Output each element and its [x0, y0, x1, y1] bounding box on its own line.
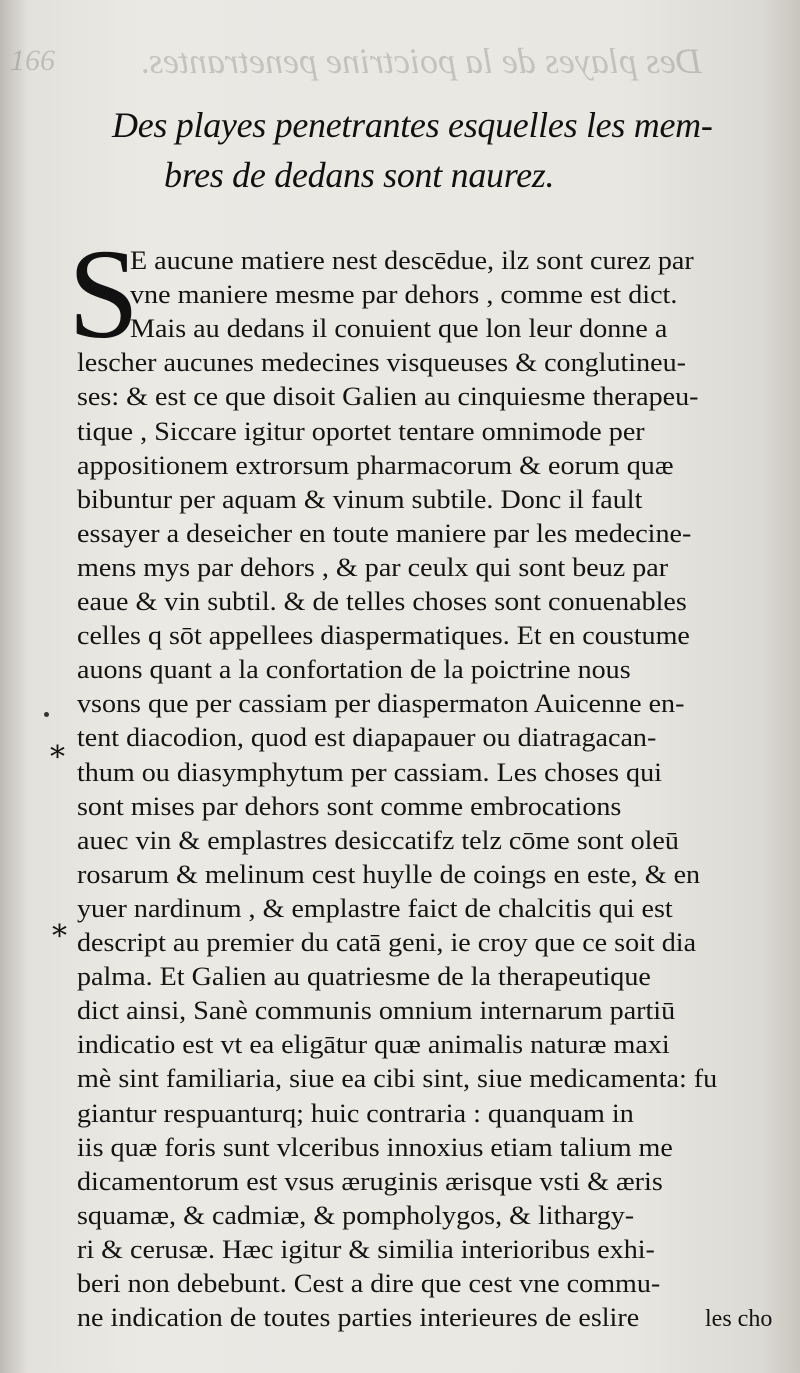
text-line: auons quant a la confortation de la poictrine nous — [77, 655, 631, 685]
drop-cap: S — [68, 223, 140, 365]
bleed-running-title: Des playes de la poictrine penetrantes. — [140, 41, 702, 81]
text-line: beri non debebunt. Cest a dire que cest vne commu- — [77, 1269, 661, 1298]
text-line: vne maniere mesme par dehors , comme est dict. — [130, 280, 678, 310]
text-line: ses: & est ce que disoit Galien au cinquiesme therapeu- — [77, 382, 699, 412]
text-line: vsons que per cassiam per diaspermaton Auicenne en- — [77, 689, 685, 719]
text-line: mè sint familiaria, siue ea cibi sint, siue medicamenta: fu — [77, 1064, 718, 1094]
text-line: lescher aucunes medecines visqueuses & conglutineu- — [77, 348, 686, 378]
text-line: indicatio est vt ea eligātur quæ animalis naturæ maxi — [77, 1030, 670, 1060]
catchword: les cho — [705, 1306, 773, 1332]
bleed-page-number: 166 — [10, 44, 55, 77]
text-line: Mais au dedans il conuient que lon leur donne a — [130, 314, 668, 344]
text-line: giantur respuanturq; huic contraria : quanquam in — [77, 1098, 634, 1128]
text-line: dict ainsi, Sanè communis omnium internarum partiū — [77, 996, 676, 1026]
text-line: tent diacodion, quod est diapapauer ou diatragacan- — [77, 723, 657, 753]
text-line: appositionem extrorsum pharmacorum & eorum quæ — [77, 450, 674, 480]
chapter-title-line-2: bres de dedans sont naurez. — [164, 155, 555, 195]
text-line: auec vin & emplastres desiccatifz telz cōme sont oleū — [77, 825, 679, 855]
text-line: iis quæ foris sunt vlceribus innoxius etiam talium me — [77, 1132, 673, 1162]
chapter-title — [112, 100, 752, 200]
margin-dot — [44, 712, 49, 717]
text-line: tique , Siccare igitur oportet tentare omnimode per — [77, 416, 645, 446]
text-line: descript au premier du catā geni, ie croy que ce soit dia — [77, 928, 697, 957]
text-line: yuer nardinum , & emplastre faict de chalcitis qui est — [77, 893, 673, 923]
text-line: rosarum & melinum cest huylle de coings en este, & en — [77, 859, 701, 889]
text-line: mens mys par dehors , & par ceulx qui sont beuz par — [77, 552, 669, 582]
text-line: sont mises par dehors sont comme embrocations — [77, 791, 622, 821]
text-line: essayer a deseicher en toute maniere par les medecine- — [77, 518, 692, 548]
text-line: palma. Et Galien au quatriesme de la therapeutique — [77, 962, 651, 992]
text-line: ri & cerusæ. Hæc igitur & similia interioribus exhi- — [77, 1234, 655, 1264]
text-line: celles q sōt appellees diaspermatiques. Et en coustume — [77, 621, 690, 651]
chapter-title-line-1: Des playes penetrantes esquelles les mem- — [112, 105, 713, 145]
text-line: dicamentorum est vsus æruginis ærisque vsti & æris — [77, 1166, 663, 1196]
margin-asterisk: * — [50, 740, 65, 775]
text-line: eaue & vin subtil. & de telles choses sont conuenables — [77, 587, 687, 616]
text-line: ne indication de toutes parties interieures de eslire — [77, 1303, 640, 1333]
text-line: thum ou diasymphytum per cassiam. Les choses qui — [77, 757, 662, 787]
text-line: squamæ, & cadmiæ, & pompholygos, & lithargy- — [77, 1200, 635, 1230]
margin-asterisk: * — [52, 919, 67, 954]
text-line: bibuntur per aquam & vinum subtile. Donc il fault — [77, 484, 643, 514]
text-line: E aucune matiere nest descēdue, ilz sont curez par — [130, 246, 694, 275]
